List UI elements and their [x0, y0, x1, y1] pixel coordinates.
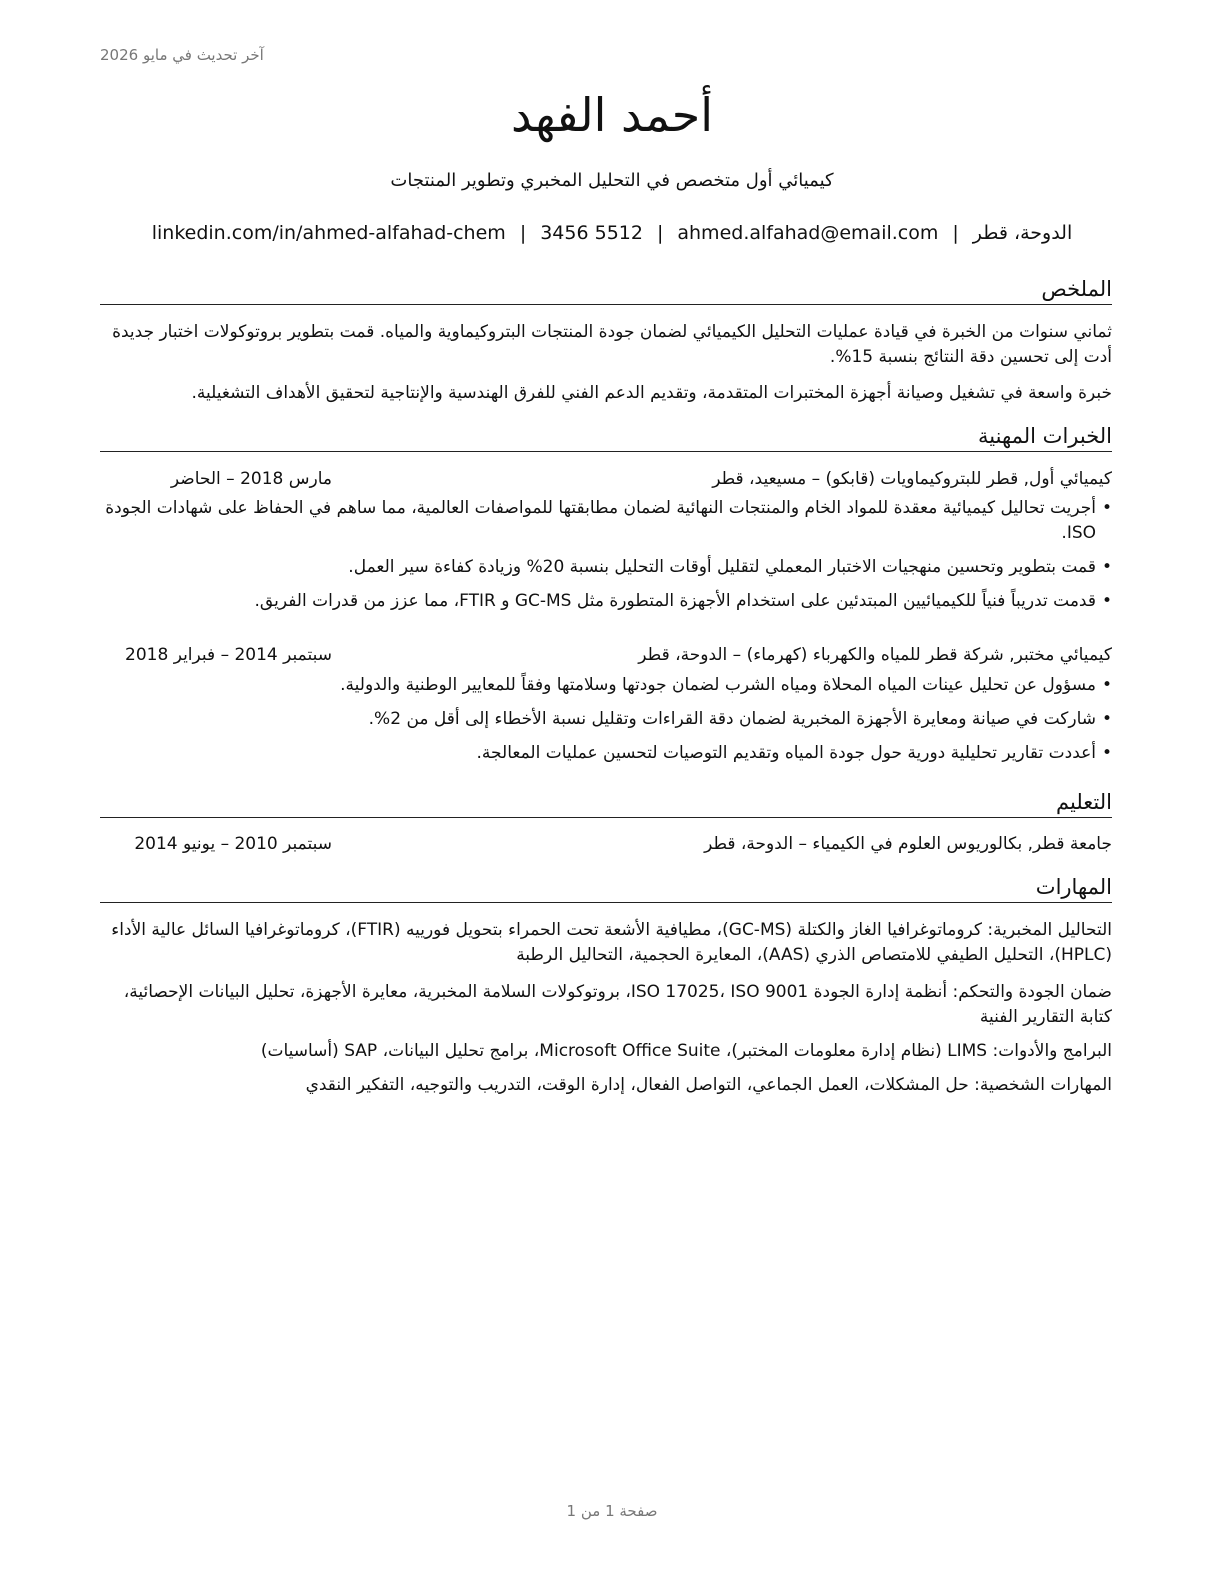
bullet-text: مسؤول عن تحليل عينات المياه المحلاة ومياه الشرب لضمان جودتها وسلامتها وفقاً للمعايير الوطنية والدولية.	[340, 675, 1096, 695]
list-item: • مسؤول عن تحليل عينات المياه المحلاة ومياه الشرب لضمان جودتها وسلامتها وفقاً للمعايير الوطنية والدولية.	[340, 675, 1112, 695]
list-item: • قدمت تدريباً فنياً للكيميائيين المبتدئين على استخدام الأجهزة المتطورة مثل GC-MS و FTIR، مما عزز من قدرات الفريق.	[254, 591, 1112, 611]
contact-phone: 3456 5512	[540, 222, 643, 244]
section-title-skills: المهارات	[100, 874, 1112, 903]
bullet-text: قدمت تدريباً فنياً للكيميائيين المبتدئين على استخدام الأجهزة المتطورة مثل GC-MS و FTIR، مما عزز من قدرات الفريق.	[254, 591, 1096, 611]
job-date: سبتمبر 2014 – فبراير 2018	[125, 645, 332, 665]
page-number: صفحة 1 من 1	[566, 1502, 658, 1520]
job-header	[100, 642, 1112, 668]
contact-location: الدوحة، قطر	[972, 222, 1073, 244]
bullet-text: شاركت في صيانة ومعايرة الأجهزة المخبرية لضمان دقة القراءات وتقليل نسبة الأخطاء إلى أقل من 2%.	[368, 709, 1096, 729]
list-item: • شاركت في صيانة ومعايرة الأجهزة المخبرية لضمان دقة القراءات وتقليل نسبة الأخطاء إلى أقل من 2%.	[368, 709, 1112, 729]
headline: كيميائي أول متخصص في التحليل المخبري وتطوير المنتجات	[390, 170, 834, 191]
contact-separator: |	[656, 222, 664, 244]
contact-linkedin[interactable]: linkedin.com/in/ahmed-alfahad-chem	[151, 222, 506, 244]
section-title-experience: الخبرات المهنية	[100, 423, 1112, 452]
job-date: مارس 2018 – الحاضر	[170, 469, 332, 489]
bullet-text: أجريت تحاليل كيميائية معقدة للمواد الخام والمنتجات النهائية لضمان مطابقتها للمواصفات العالمية، مما ساهم في الحفاظ على شهادات الجودة ISO.	[105, 498, 1096, 543]
contact-separator: |	[952, 222, 959, 244]
job-bullets	[100, 673, 1112, 775]
skill-line: المهارات الشخصية: حل المشكلات، العمل الجماعي، التواصل الفعال، إدارة الوقت، التدريب والتوجيه، التفكير النقدي	[305, 1075, 1112, 1095]
contact-line	[100, 222, 1124, 244]
section-title-education: التعليم	[100, 789, 1112, 818]
job-header	[100, 466, 1112, 492]
contact-separator: |	[519, 222, 527, 244]
bullet-text: قمت بتطوير وتحسين منهجيات الاختبار المعملي لتقليل أوقات التحليل بنسبة 20% وزيادة كفاءة سير العمل.	[348, 557, 1096, 577]
list-item: • أعددت تقارير تحليلية دورية حول جودة المياه وتقديم التوصيات لتحسين عمليات المعالجة.	[476, 743, 1112, 763]
list-item: • قمت بتطوير وتحسين منهجيات الاختبار المعملي لتقليل أوقات التحليل بنسبة 20% وزيادة كفاءة سير العمل.	[348, 557, 1112, 577]
education-row	[100, 831, 1112, 857]
education-org: جامعة قطر, بكالوريوس العلوم في الكيمياء – الدوحة، قطر	[704, 834, 1112, 854]
summary-paragraph: خبرة واسعة في تشغيل وصيانة أجهزة المختبرات المتقدمة، وتقديم الدعم الفني للفرق الهندسية والإنتاجية لتحقيق الأهداف التشغيلية.	[191, 383, 1112, 403]
summary-paragraph: ثماني سنوات من الخبرة في قيادة عمليات التحليل الكيميائي لضمان جودة المنتجات البتروكيماوية والمياه. قمت بتطوير بروتوكولات اختبار جديدة أدت إلى تحسين دقة النتائج بنسبة 15%.	[112, 322, 1112, 367]
job-bullets	[100, 496, 1112, 623]
skill-line: ضمان الجودة والتحكم: أنظمة إدارة الجودة ISO 17025، ISO 9001، بروتوكولات السلامة المخبرية، معايرة الأجهزة، تحليل البيانات الإحصائية، كتابة التقارير الفنية	[123, 982, 1112, 1027]
contact-email[interactable]: ahmed.alfahad@email.com	[677, 222, 939, 244]
candidate-name: أحمد الفهد	[511, 88, 713, 142]
skill-line: التحاليل المخبرية: كروماتوغرافيا الغاز والكتلة (GC-MS)، مطيافية الأشعة تحت الحمراء بتحويل فورييه (FTIR)، كروماتوغرافيا السائل عالية الأداء (HPLC)، التحليل الطيفي للامتصاص الذري (AAS)، المعايرة الحجمية، التحاليل الرطبة	[111, 920, 1112, 965]
job-org: كيميائي مختبر, شركة قطر للمياه والكهرباء (كهرماء) – الدوحة، قطر	[638, 645, 1112, 665]
bullet-text: أعددت تقارير تحليلية دورية حول جودة المياه وتقديم التوصيات لتحسين عمليات المعالجة.	[476, 743, 1096, 763]
last-updated: آخر تحديث في مايو 2026	[100, 46, 264, 64]
job-org: كيميائي أول, قطر للبتروكيماويات (قابكو) – مسيعيد، قطر	[712, 469, 1112, 489]
section-title-summary: الملخص	[100, 276, 1112, 305]
list-item: • أجريت تحاليل كيميائية معقدة للمواد الخام والمنتجات النهائية لضمان مطابقتها للمواصفات العالمية، مما ساهم في الحفاظ على شهادات الجودة ISO.	[105, 498, 1112, 543]
education-date: سبتمبر 2010 – يونيو 2014	[134, 834, 332, 854]
skill-line: البرامج والأدوات: LIMS (نظام إدارة معلومات المختبر)، Microsoft Office Suite، برامج تحليل البيانات، SAP (أساسيات)	[260, 1041, 1112, 1061]
